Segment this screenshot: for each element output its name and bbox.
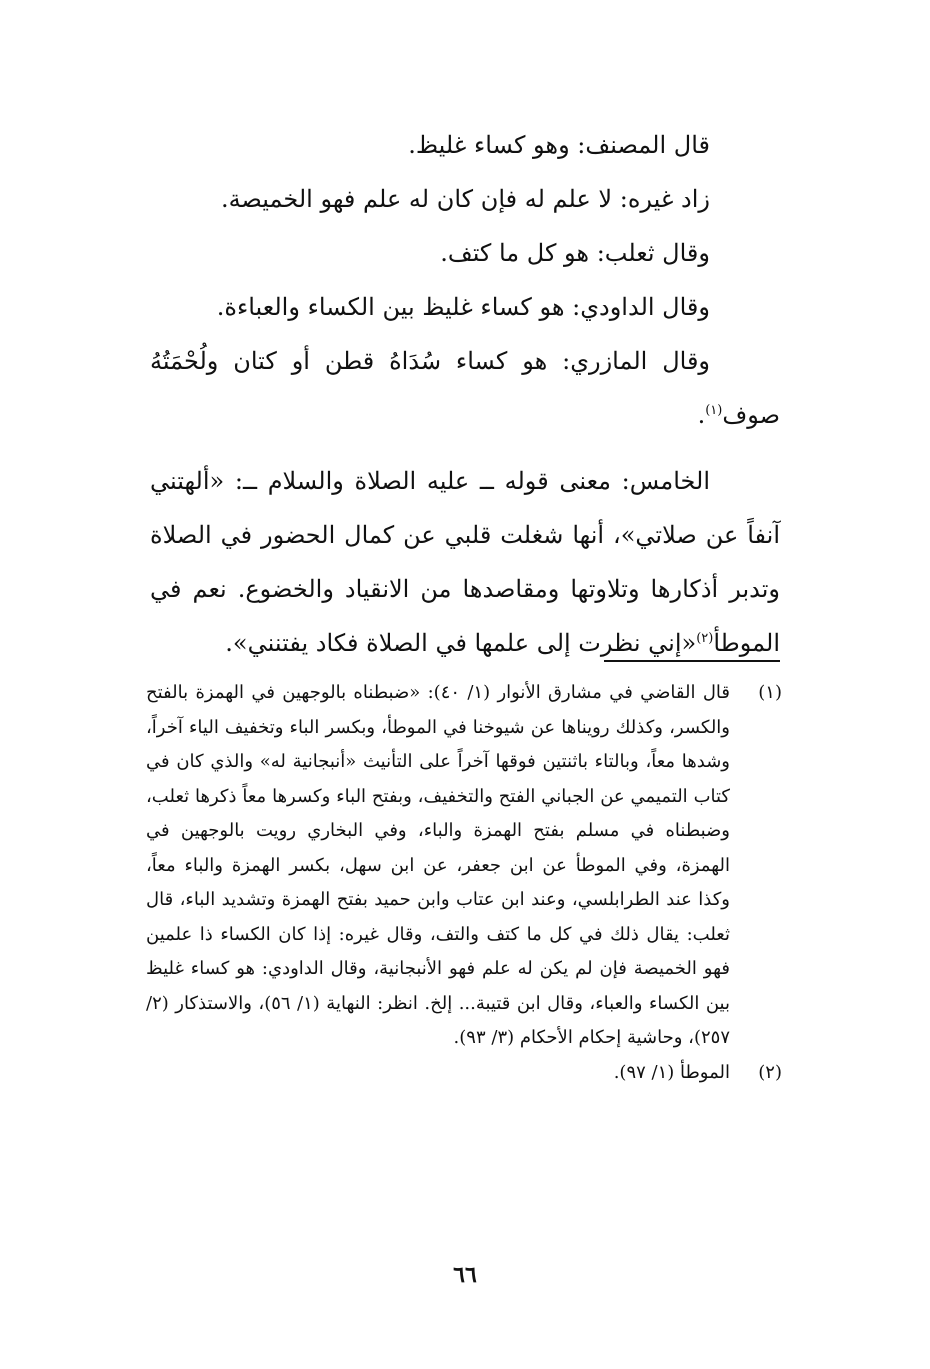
footnote xyxy=(146,676,782,1056)
footnote-ref[interactable]: (١) xyxy=(705,403,723,418)
footnotes xyxy=(146,676,782,1090)
page-number: ٦٦ xyxy=(453,1262,477,1288)
paragraph: وقال الداودي: هو كساء غليظ بين الكساء والعباءة. xyxy=(216,293,710,321)
footnote-text: الموطأ (١/ ٩٧). xyxy=(613,1061,730,1083)
footnote xyxy=(146,1056,782,1091)
footnote-number: (١) xyxy=(758,682,782,703)
paragraph: وقال المازري: هو كساء سُدَاهُ قطن أو كتان ولُحْمَتُهُ صوف$^{(١)}$. xyxy=(150,347,780,429)
footnote-ref[interactable]: (٢) xyxy=(696,631,714,646)
footnote-divider xyxy=(604,660,780,662)
footnote-text: قال القاضي في مشارق الأنوار (١/ ٤٠): «ضبطناه بالوجهين في الهمزة بالفتح والكسر، وكذلك رويناها عن شيوخنا في الموطأ، وبكسر الباء وتخفيف الياء آخراً، وشدها معاً، وبالتاء باثنتين فوقها آخراً على التأنيث «أنبجانية له» والذي كان في كتاب التميمي عن الجباني الفتح والتخفيف، وبفتح الباء وكسرها معاً ذكرها ثعلب، وضبطناه في مسلم بفتح الهمزة والباء، وفي البخاري رويت بالوجهين في الهمزة، وفي الموطأ عن ابن جعفر، عن ابن سهل، بكسر الهمزة والباء معاً، وكذا عند الطرابلسي، وعند ابن عتاب وابن حميد بفتح الهمزة وتشديد الباء، قال ثعلب: يقال ذلك في كل ما كتف والتف، وقال غيره: إذا كان الكساء ذا علمين فهو الخميصة فإن لم يكن له علم فهو الأنبجانية، وقال الداودي: هو كساء غليظ بين الكساء والعباء، وقال ابن قتيبة... إلخ. انظر: النهاية (١/ ٥٦)، والاستذكار (٢/ ٢٥٧)، وحاشية إحكام الأحكام (٣/ ٩٣). xyxy=(146,682,730,1048)
paragraph: الخامس: معنى قوله ــ عليه الصلاة والسلام ــ: «ألهتني آنفاً عن صلاتي»، أنها شغلت قلبي عن كمال الحضور في الصلاة وتدبر أذكارها وتلاوتها ومقاصدها من الانقياد والخضوع. نعم في الموطأ$^{(٢)}$«إني نظرت إلى علمها في الصلاة فكاد يفتنني». xyxy=(150,467,780,657)
paragraph: وقال ثعلب: هو كل ما كتف. xyxy=(440,239,710,267)
paragraph: زاد غيره: لا علم له فإن كان له علم فهو الخميصة. xyxy=(220,185,710,213)
footnote-number: (٢) xyxy=(758,1061,782,1083)
main-text xyxy=(150,118,780,670)
paragraph: قال المصنف: وهو كساء غليظ. xyxy=(408,131,710,159)
